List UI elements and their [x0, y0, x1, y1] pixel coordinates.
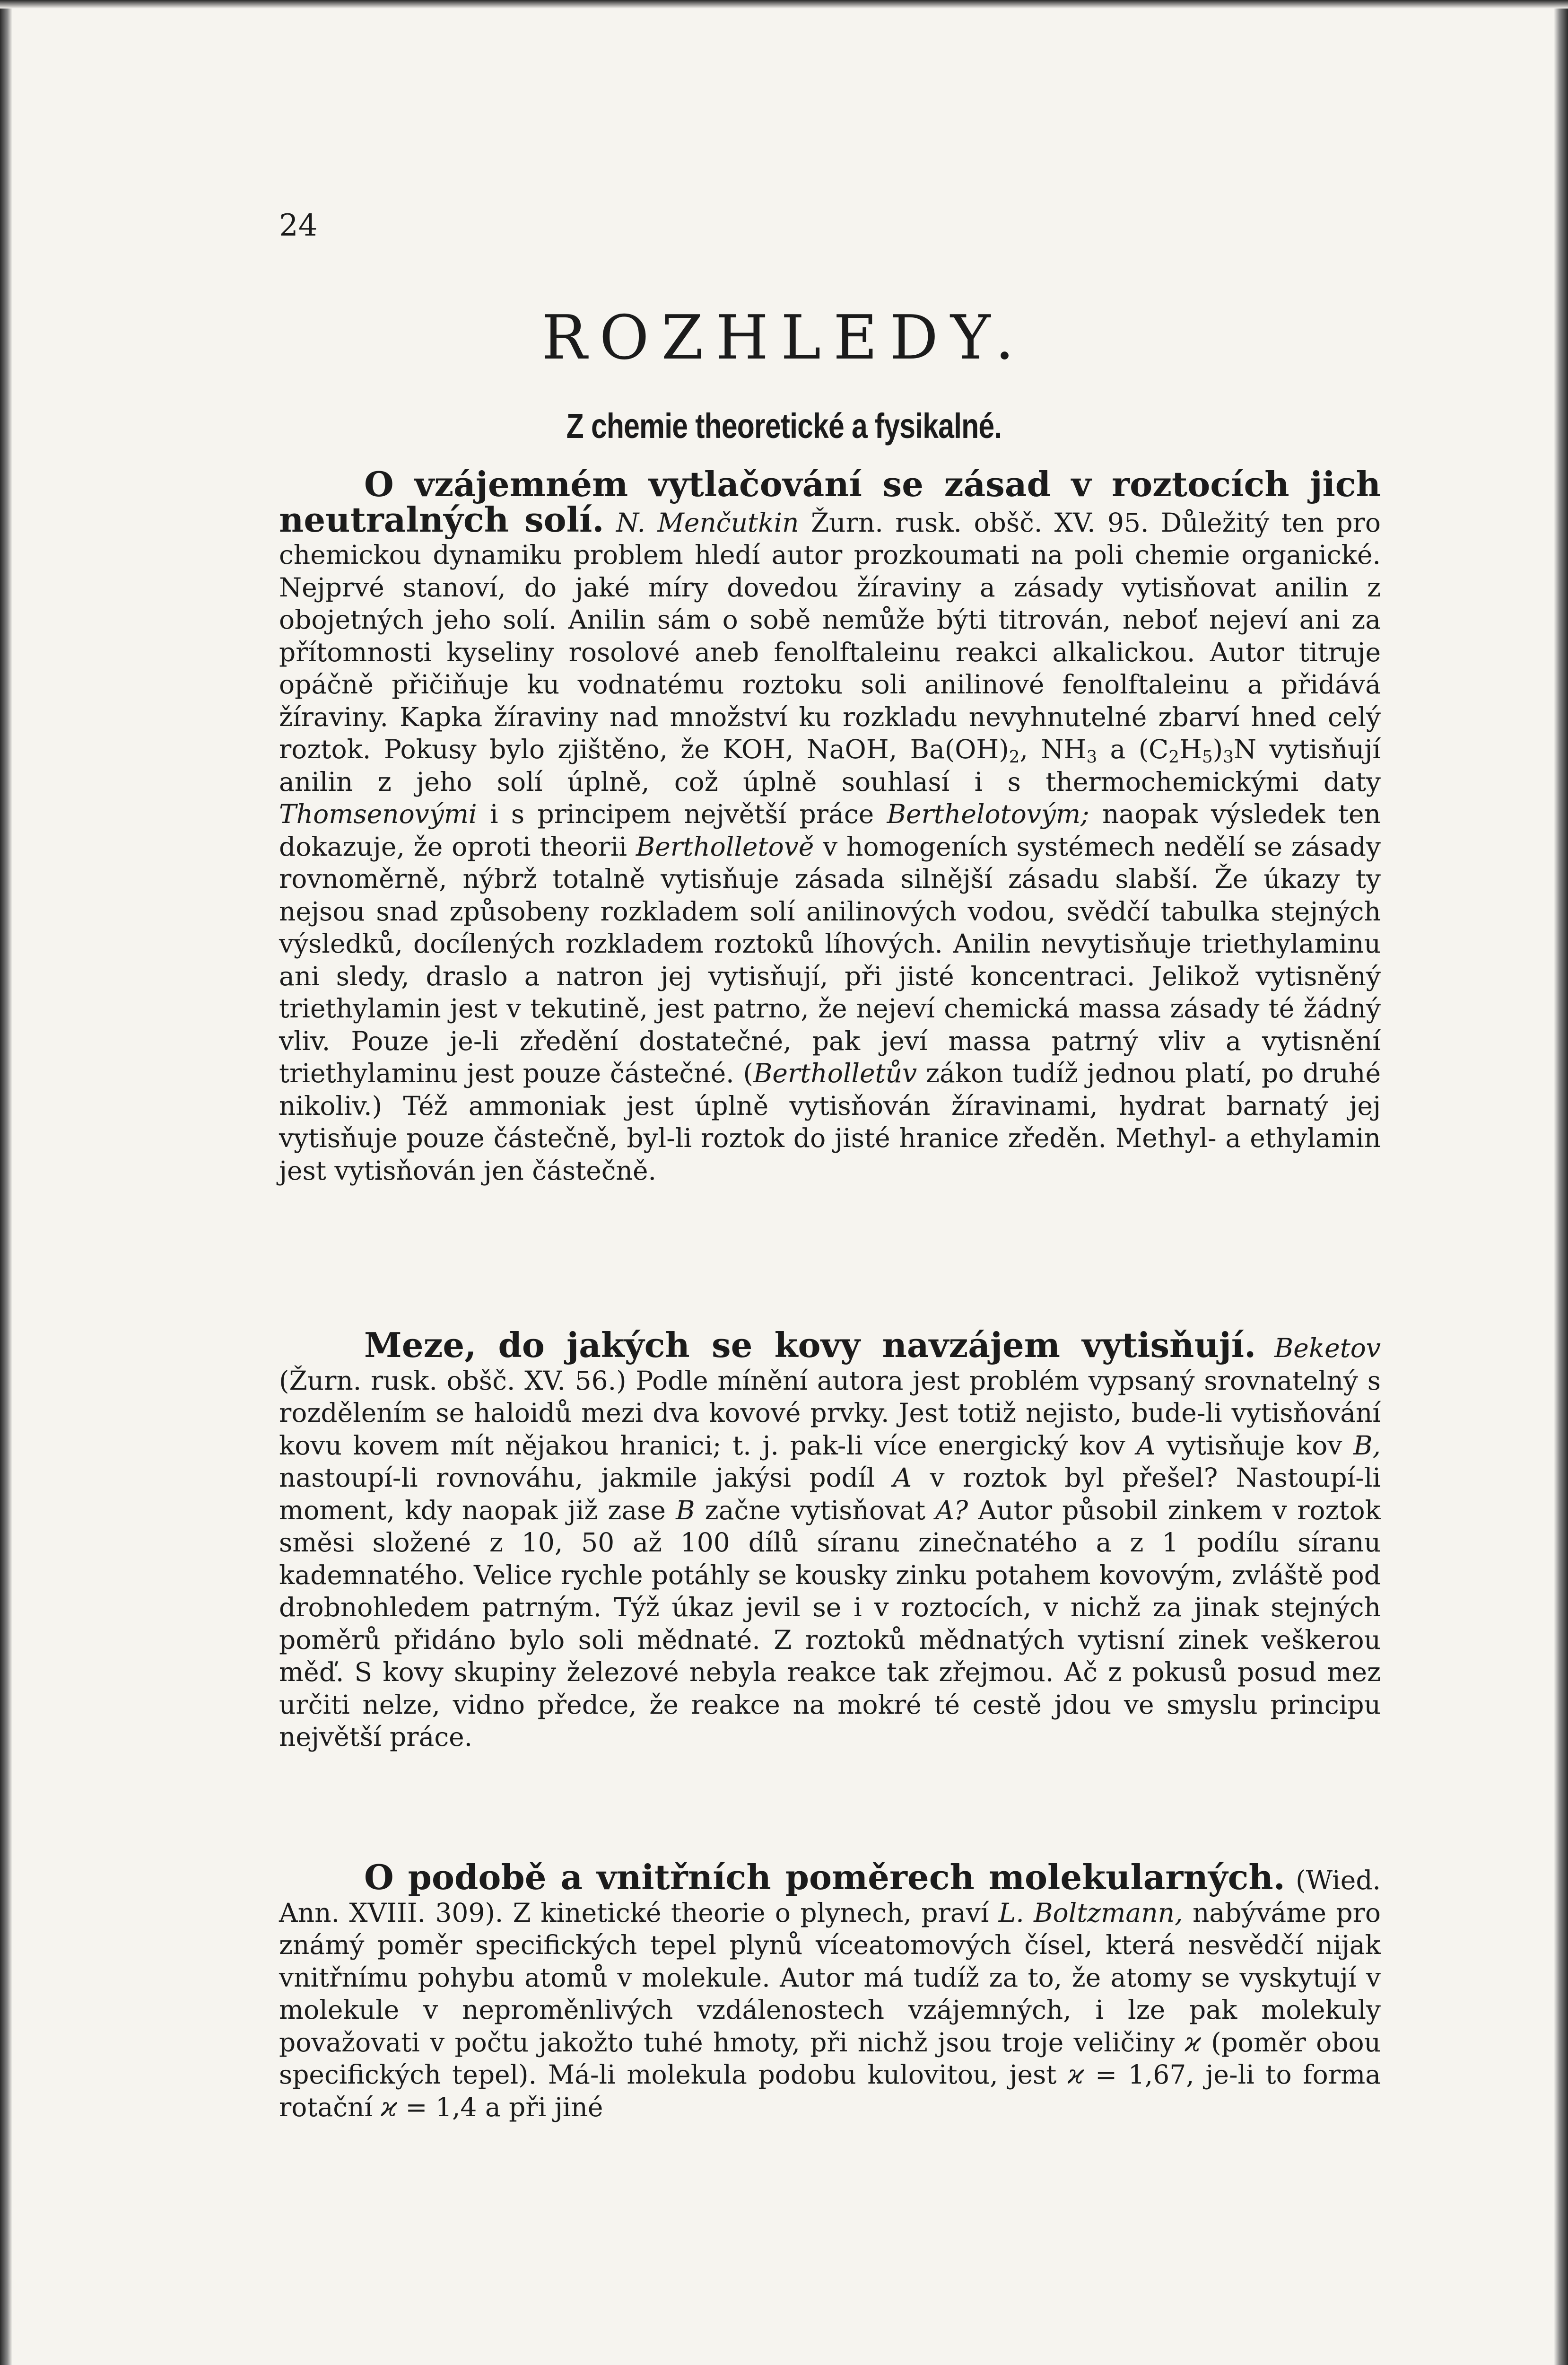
article-2-author: Beketov	[1274, 1333, 1381, 1363]
subscript: 3	[1223, 747, 1234, 767]
article-1-text: , NH	[1019, 734, 1087, 764]
article-3-text: (Wied. Ann. XVIII. 309). Z kinetické theorie o plynech, praví	[279, 1865, 1381, 1928]
article-3-author: L. Boltzmann,	[998, 1897, 1183, 1928]
article-2	[279, 1325, 1381, 1753]
article-2-text: v roztok byl přešel? Nastoupí-li moment, kdy naopak již zase	[279, 1463, 1381, 1525]
article-2-text: Autor působil zinkem v roztok směsi složené z 10, 50 až 100 dílů síranu zinečnatého a z 1 podílu síranu kademnatého. Velice rychle potáhly se kousky zinku potahem kovovým, zvláště pod drobnohledem patrným. Týž úkaz jevil se i v roztocích, v nichž za jinak stejných poměrů přidáno bylo soli mědnaté. Z roztoků mědnatých vytisní zinek veškerou měď. S kovy skupiny železové nebyla reakce tak zřejmou. Ač z pokusů posud mez určiti nelze, vidno předce, že reakce na mokré té cestě jdou ve smyslu principu největší práce.	[279, 1495, 1381, 1752]
kappa-symbol: ϰ	[1068, 2059, 1084, 2090]
article-1-text: N vytisňují anilin z jeho solí úplně, což úplně souhlasí i s thermochemickými daty	[279, 734, 1381, 797]
article-3-text: nabýváme pro známý poměr specifických tepel plynů víceatomových čísel, která nesvědčí nijak vnitřnímu pohybu atomů v molekule. Autor má tudíž za to, že atomy se vyskytují v molekule v neproměnlivých vzdálenostech vzájemných, i lze pak molekuly považovati v počtu jakožto tuhé hmoty, při nichž jsou troje veličiny	[279, 1897, 1381, 2058]
article-1-source: Žurn. rusk. obšč. XV. 95.	[810, 507, 1149, 538]
article-2-text: (Žurn. rusk. obšč. XV. 56.) Podle mínění autora jest problém vypsaný srovnatelný s rozdělením se haloidů mezi dva kovové prvky. Jest totiž nejisto, bude-li vytisňování kovu kovem mít nějakou hranici; t. j. pak-li více energický kov	[279, 1365, 1381, 1461]
kappa-symbol: ϰ	[1185, 2027, 1201, 2058]
article-2-text: nastoupí-li rovnováhu, jakmile jakýsi podíl	[279, 1463, 875, 1493]
symbol: A?	[935, 1495, 968, 1525]
page-number: 24	[279, 208, 318, 243]
subscript: 3	[1086, 747, 1098, 767]
subscript: 2	[1009, 747, 1020, 767]
section-title: Z chemie theoretické a fysikalné.	[566, 406, 1002, 446]
article-3-text: (poměr obou specifických tepel). Má-li molekula podobu kulovitou, jest	[279, 2027, 1381, 2090]
symbol: A	[1136, 1430, 1156, 1461]
article-1-text: H	[1179, 734, 1202, 764]
article-2-text: vytisňuje kov	[1166, 1430, 1342, 1461]
article-1-text: a (C	[1097, 734, 1169, 764]
article-1-text: )	[1212, 734, 1223, 764]
symbol: B,	[1353, 1430, 1381, 1461]
article-1	[279, 464, 1381, 1187]
cited-name: Bertholletově	[636, 831, 814, 862]
article-2-paragraph	[279, 1325, 1381, 1753]
cited-name: Thomsenovými	[279, 799, 477, 829]
article-3-paragraph	[279, 1857, 1381, 2123]
article-2-heading: Meze, do jakých se kovy navzájem vytisňují.	[364, 1325, 1256, 1365]
article-3-text: = 1,67, je-li to forma rotační	[279, 2059, 1381, 2122]
scan-edge-top	[0, 0, 1568, 9]
article-1-author: N. Menčutkin	[616, 507, 799, 538]
cited-name: Berthelotovým;	[887, 799, 1089, 829]
article-1-text: v homogeních systémech nedělí se zásady rovnoměrně, nýbrž totalně vytisňuje zásada silnější zásadu slabší. Že úkazy ty nejsou snad způsobeny rozkladem solí anilinových vodou, svědčí tabulka stejných výsledků, docílených rozkladem roztoků líhových. Anilin nevytisňuje triethylaminu ani sledy, draslo a natron jej vytisňují, při jisté koncentraci. Jelikož vytisněný triethylamin jest v tekutině, jest patrno, že nejeví chemická massa zásady té žádný vliv. Pouze je-li zředění dostatečné, pak jeví massa patrný vliv a vytisnění triethylaminu jest pouze částečné. (	[279, 831, 1381, 1088]
symbol: A	[893, 1463, 912, 1493]
subscript: 2	[1168, 747, 1180, 767]
subscript: 5	[1202, 747, 1213, 767]
kappa-symbol: ϰ	[381, 2092, 397, 2122]
cited-name: Bertholletův	[753, 1058, 917, 1088]
article-1-text: i s principem největší práce	[489, 799, 874, 829]
article-3-text: = 1,4 a při jiné	[405, 2092, 603, 2122]
symbol: B	[676, 1495, 695, 1525]
article-1-text: naopak výsledek ten dokazuje, že oproti theorii	[279, 799, 1381, 862]
article-3	[279, 1857, 1381, 2123]
article-3-heading: O podobě a vnitřních poměrech molekularných.	[364, 1857, 1285, 1897]
article-1-text: zákon tudíž jednou platí, po druhé nikoliv.) Též ammoniak jest úplně vytisňován žíravinami, hydrat barnatý jej vytisňuje pouze částečně, byl-li roztok do jisté hranice zředěn. Methyl- a ethylamin jest vytisňován jen částečně.	[279, 1058, 1381, 1186]
article-2-text: začne vytisňovat	[705, 1495, 925, 1525]
page-title: ROZHLEDY.	[541, 303, 1027, 373]
article-1-heading: O vzájemném vytlačování se zásad v roztocích jich neutralných solí.	[279, 464, 1381, 540]
article-1-paragraph	[279, 464, 1381, 1187]
article-1-text: Důležitý ten pro chemickou dynamiku problem hledí autor prozkoumati na poli chemie organické. Nejprvé stanoví, do jaké míry dovedou žíraviny a zásady vytisňovat anilin z obojetných jeho solí. Anilin sám o sobě nemůže býti titrován, neboť nejeví ani za přítomnosti kyseliny rosolové aneb fenolftaleinu reakci alkalickou. Autor titruje opáčně přičiňuje ku vodnatému roztoku soli anilinové fenolftaleinu a přidává žíraviny. Kapka žíraviny nad množství ku rozkladu nevyhnutelné zbarví hned celý roztok. Pokusy bylo zjištěno, že KOH, NaOH, Ba(OH)	[279, 507, 1381, 764]
